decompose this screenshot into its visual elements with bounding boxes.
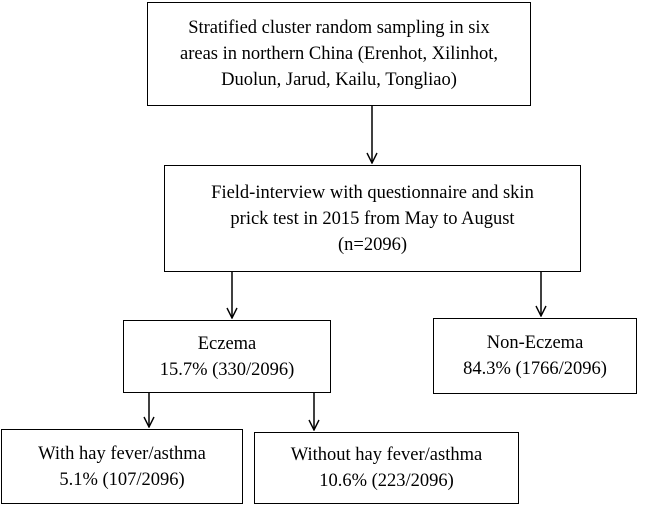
without-hay-fever-percentage: 10.6% (223/2096) xyxy=(319,471,454,491)
without-hay-fever-box xyxy=(254,432,519,504)
sampling-line-2: areas in northern China (Erenhot, Xilinhot, xyxy=(179,44,498,64)
sampling-line-3: Duolun, Jarud, Kailu, Tongliao) xyxy=(221,70,457,90)
sampling-box xyxy=(147,2,531,106)
sampling-line-1: Stratified cluster random sampling in six xyxy=(188,18,490,38)
interview-box xyxy=(164,165,581,272)
eczema-percentage: 15.7% (330/2096) xyxy=(159,359,295,380)
with-hay-fever-box xyxy=(1,429,243,504)
non-eczema-box xyxy=(433,318,637,394)
interview-line-3: (n=2096) xyxy=(337,234,407,255)
interview-line-2: prick test in 2015 from May to August xyxy=(230,208,515,229)
interview-line-1: Field-interview with questionnaire and skin xyxy=(211,182,534,203)
eczema-box xyxy=(123,320,331,393)
without-hay-fever-label: Without hay fever/asthma xyxy=(290,445,483,465)
non-eczema-percentage: 84.3% (1766/2096) xyxy=(463,359,607,379)
with-hay-fever-label: With hay fever/asthma xyxy=(38,443,206,464)
with-hay-fever-percentage: 5.1% (107/2096) xyxy=(59,469,185,490)
non-eczema-label: Non-Eczema xyxy=(486,333,584,353)
eczema-label: Eczema xyxy=(197,333,257,354)
